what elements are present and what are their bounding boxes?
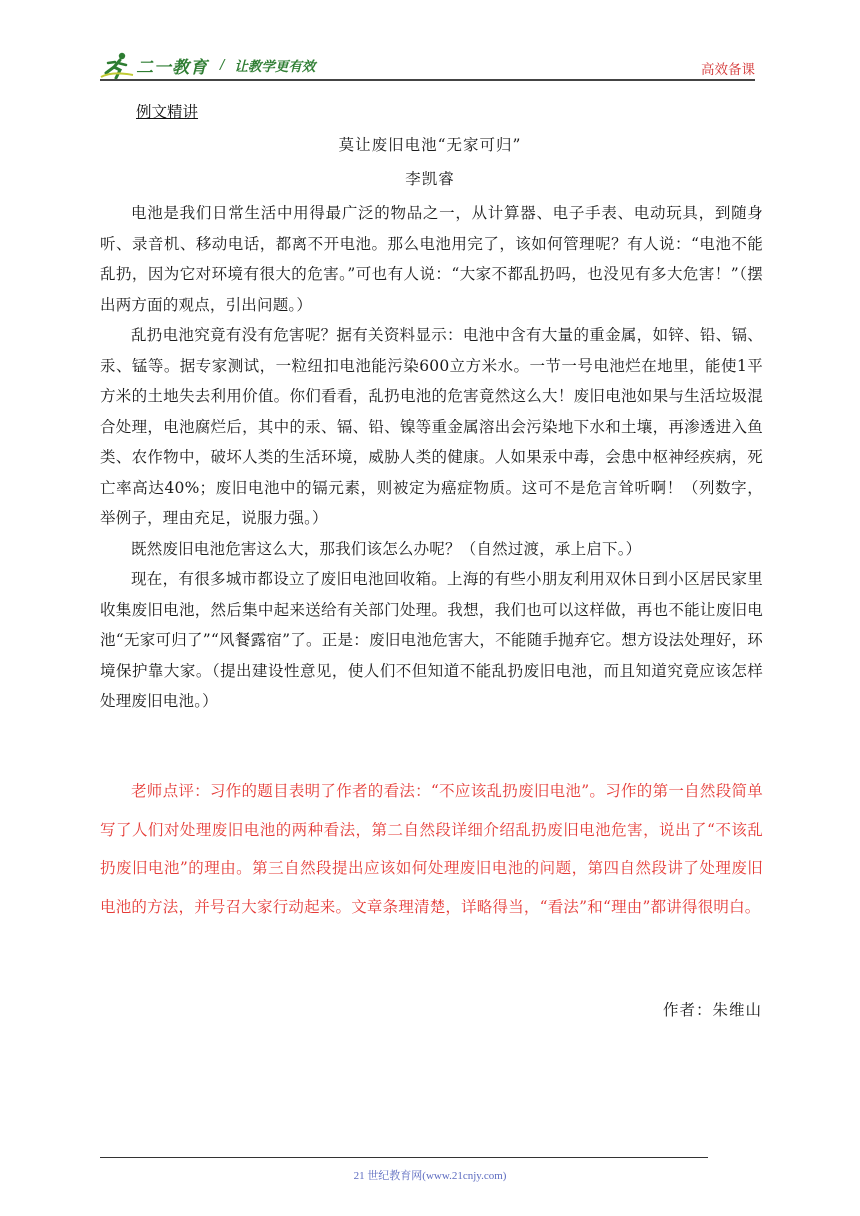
article-title: 莫让废旧电池“无家可归” bbox=[338, 136, 522, 154]
brand-slogan: 让教学更有效 bbox=[234, 59, 316, 75]
paragraph: 乱扔电池究竟有没有危害呢？据有关资料显示：电池中含有大量的重金属，如锌、铅、镉、汞、锰等。据专家测试，一粒纽扣电池能污染600立方米水。一节一号电池烂在地里，能使1平方米的土地失去利用价值。你们看看，乱扔电池的危害竟然这么大！废旧电池如果与生活垃圾混合处理，电池腐烂后，其中的汞、镉、铅、镍等重金属溶出会污染地下水和土壤，再渗透进入鱼类、农作物中，破坏人类的生活环境，威胁人类的健康。人如果汞中毒，会患中枢神经疾病，死亡率高达40%；废旧电池中的镉元素，则被定为癌症物质。这可不是危言耸听啊！（列数字，举例子，理由充足，说服力强。） bbox=[100, 326, 763, 527]
brand-name: 二一教育 bbox=[136, 57, 208, 78]
brand-logo[interactable] bbox=[100, 50, 315, 80]
paragraph: 现在，有很多城市都设立了废旧电池回收箱。上海的有些小朋友利用双休日到小区居民家里收集废旧电池，然后集中起来送给有关部门处理。我想，我们也可以这样做，再也不能让废旧电池“无家可归了”“风餐露宿”了。正是：废旧电池危害大，不能随手抛弃它。想方设法处理好，环境保护靠大家。（提出建设性意见，使人们不但知道不能乱扔废旧电池，而且知道究竟应该怎样处理废旧电池。） bbox=[100, 570, 763, 710]
header-separator: / bbox=[220, 57, 225, 73]
running-person-icon bbox=[100, 51, 134, 79]
section-label: 例文精讲 bbox=[136, 103, 199, 121]
article-author: 李凯睿 bbox=[405, 170, 455, 188]
teacher-comment: 老师点评：习作的题目表明了作者的看法：“不应该乱扔废旧电池”。习作的第一自然段简单写了人们对处理废旧电池的两种看法，第二自然段详细介绍乱扔废旧电池危害，说出了“不该乱扔废旧电池”的理由。第三自然段提出应该如何处理废旧电池的问题，第四自然段讲了处理废旧电池的方法，并号召大家行动起来。文章条理清楚，详略得当，“看法”和“理由”都讲得很明白。 bbox=[100, 782, 763, 916]
header-right-label: 高效备课 bbox=[701, 62, 755, 78]
paragraph: 既然废旧电池危害这么大，那我们该怎么办呢？（自然过渡，承上启下。） bbox=[131, 539, 642, 558]
page-header bbox=[100, 50, 755, 80]
footer-divider bbox=[100, 1157, 708, 1158]
page-footer[interactable]: 21 世纪教育网(www.21cnjy.com) bbox=[353, 1170, 507, 1182]
comment-signature: 作者：朱维山 bbox=[662, 1001, 762, 1019]
article-body bbox=[100, 198, 763, 717]
paragraph: 电池是我们日常生活中用得最广泛的物品之一，从计算器、电子手表、电动玩具，到随身听、录音机、移动电话，都离不开电池。那么电池用完了，该如何管理呢？有人说：“电池不能乱扔，因为它对环境有很大的危害。”可也有人说：“大家不都乱扔吗，也没见有多大危害！”（摆出两方面的观点，引出问题。） bbox=[100, 204, 763, 314]
header-divider bbox=[100, 79, 755, 81]
